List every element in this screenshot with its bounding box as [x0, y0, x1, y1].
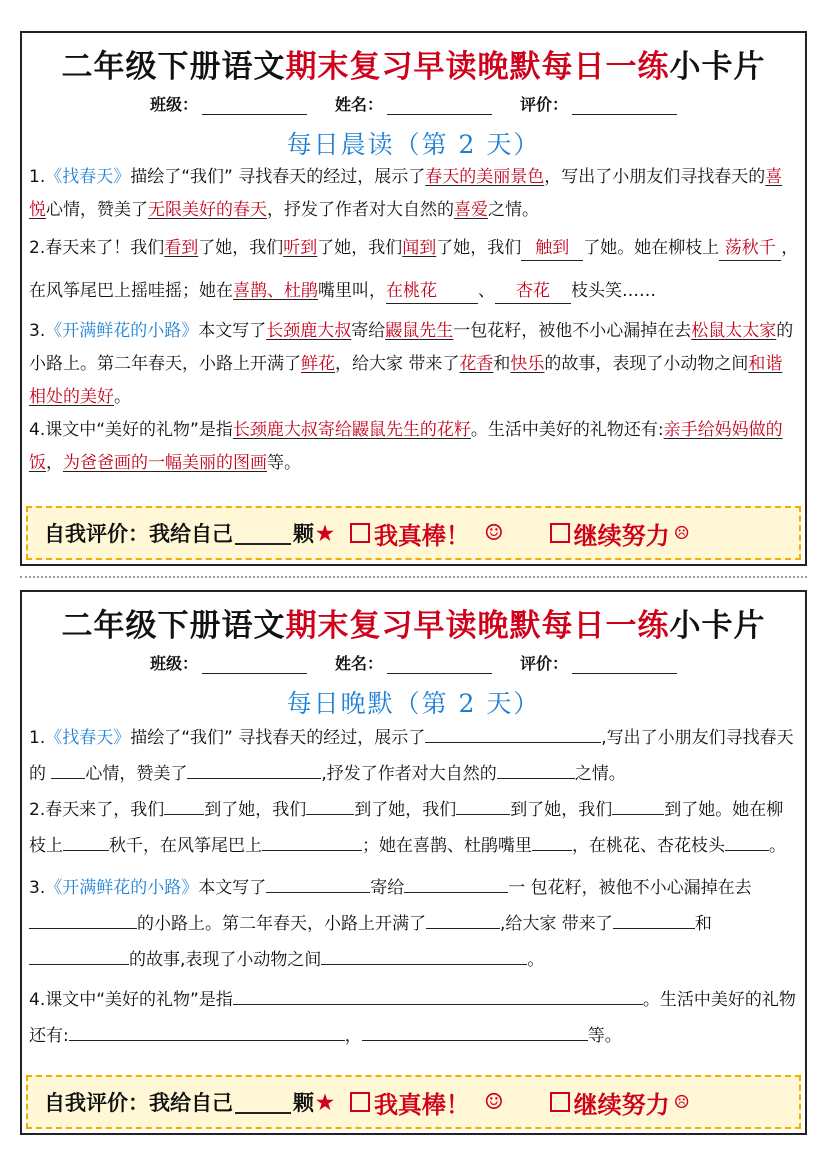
fill-blank[interactable]: [262, 830, 362, 851]
answer: 触到: [521, 236, 583, 261]
class-field: 班级：: [150, 651, 307, 674]
score-field: 评价：: [520, 651, 677, 674]
fill-blank[interactable]: [362, 1020, 588, 1041]
answer: 花香: [459, 354, 494, 374]
fill-blank[interactable]: [725, 830, 769, 851]
score-field: 评价：: [520, 92, 677, 115]
keep-trying-checkbox[interactable]: [550, 523, 570, 543]
fill-blank[interactable]: [612, 794, 664, 815]
question-4: 4.课文中“美好的礼物”是指 。生活中美好的礼物还有: ， 等。: [29, 982, 799, 1054]
question-3: 3.《开满鲜花的小路》本文写了长颈鹿大叔寄给鼹鼠先生一包花籽，被他不小心漏掉在去松鼠太太家的小路上。第二年春天，小路上开满了鲜花，给大家 带来了花香和快乐的故事，表现了小动物之间和谐相处的美好。: [29, 321, 794, 407]
self-eval-unit: 颗: [293, 521, 314, 546]
star-count-blank[interactable]: [235, 1090, 291, 1114]
sad-icon: ☹: [673, 522, 690, 544]
fill-blank[interactable]: [233, 984, 643, 1005]
self-evaluation-bar: [26, 1075, 801, 1129]
title-part: 二年级下册语文: [61, 608, 286, 644]
fill-blank[interactable]: [456, 794, 510, 815]
keep-trying-checkbox[interactable]: [550, 1092, 570, 1112]
answer: 亲手给妈妈做的饭: [29, 420, 783, 473]
title-part: 二年级下册语文: [61, 49, 286, 85]
question-1: 1.《找春天》描绘了“我们” 寻找春天的经过，展示了春天的美丽景色，写出了小朋友们寻找春天的喜悦心情，赞美了无限美好的春天，抒发了作者对大自然的喜爱之情。: [29, 167, 783, 220]
card-title: [22, 41, 805, 86]
class-field: 班级：: [150, 92, 307, 115]
question-2: 2.春天来了，我们 到了她，我们 到了她，我们 到了她，我们 到了她。她在柳枝上 秋千，在风筝尾巴上 ；她在喜鹊、杜鹃嘴里 ，在桃花、杏花枝头 。: [29, 792, 799, 864]
answer: 杏花: [495, 279, 571, 304]
answer: 听到: [283, 238, 318, 258]
fill-blank[interactable]: [266, 872, 370, 893]
book-title: 《开满鲜花的小路》: [45, 321, 199, 341]
answer: 闻到: [402, 238, 437, 258]
great-label: 我真棒！: [373, 520, 470, 550]
smile-icon: ☺: [483, 520, 504, 546]
great-checkbox[interactable]: [350, 1092, 370, 1112]
answer: 喜爱: [454, 200, 488, 220]
fill-blank[interactable]: [187, 758, 321, 779]
keep-trying-label: 继续努力: [573, 520, 670, 550]
title-highlight: 期末复习早读晚默每日一练: [285, 608, 670, 644]
star-icon: ★: [316, 521, 334, 545]
answer: 为爸爸画的一幅美丽的图画: [63, 453, 267, 473]
student-info-row: [22, 651, 805, 674]
fill-blank[interactable]: [532, 830, 572, 851]
title-part: 小卡片: [669, 49, 766, 85]
score-blank[interactable]: [572, 657, 677, 674]
smile-icon: ☺: [483, 1089, 504, 1115]
answer: 无限美好的春天: [148, 200, 267, 220]
morning-reading-card: [20, 31, 807, 566]
answer: 鼹鼠先生: [385, 321, 454, 341]
card-subtitle: 每日晨读（第 2 天）: [286, 130, 541, 159]
book-title: 《找春天》: [45, 728, 131, 748]
question-1: 1.《找春天》描绘了“我们” 寻找春天的经过，展示了 ,写出了小朋友们寻找春天的 心情，赞美了 ,抒发了作者对大自然的 之情。: [29, 720, 799, 792]
name-blank[interactable]: [387, 657, 492, 674]
answer: 和谐相处的美好: [29, 354, 783, 407]
fill-blank[interactable]: [29, 908, 137, 929]
keep-trying-label: 继续努力: [573, 1089, 670, 1119]
fill-blank[interactable]: [69, 1020, 345, 1041]
fill-blank[interactable]: [613, 908, 695, 929]
card-title: [22, 600, 805, 645]
fill-blank[interactable]: [425, 722, 601, 743]
cut-line: [20, 576, 807, 578]
title-highlight: 期末复习早读晚默每日一练: [285, 49, 670, 85]
answer: 荡秋千: [719, 236, 781, 261]
answer: 长颈鹿大叔: [266, 321, 352, 341]
great-checkbox[interactable]: [350, 523, 370, 543]
class-blank[interactable]: [202, 657, 307, 674]
self-eval-label: 自我评价：我给自己: [44, 1090, 233, 1115]
answer: 看到: [164, 238, 199, 258]
answer: 喜悦: [29, 167, 783, 220]
name-field: 姓名：: [335, 651, 492, 674]
answer: 松鼠太太家: [691, 321, 777, 341]
question-2: 2.春天来了！我们看到了她，我们听到了她，我们闻到了她，我们 触到 了她。她在柳枝上 荡秋千 ，在风筝尾巴上摇哇摇；她在喜鹊、杜鹃嘴里叫，在桃花 、 杏花 枝头笑……: [29, 227, 799, 313]
question-4: 4.课文中“美好的礼物”是指长颈鹿大叔寄给鼹鼠先生的花籽。生活中美好的礼物还有:亲手给妈妈做的饭，为爸爸画的一幅美丽的图画等。: [29, 420, 783, 473]
book-title: 《找春天》: [45, 167, 131, 187]
sad-icon: ☹: [673, 1091, 690, 1113]
fill-blank[interactable]: [321, 944, 527, 965]
class-blank[interactable]: [202, 98, 307, 115]
self-evaluation-bar: [26, 506, 801, 560]
self-eval-label: 自我评价：我给自己: [44, 521, 233, 546]
card-subtitle: 每日晚默（第 2 天）: [286, 689, 541, 718]
title-part: 小卡片: [669, 608, 766, 644]
answer: 在桃花: [386, 279, 478, 304]
fill-blank[interactable]: [51, 758, 85, 779]
fill-blank[interactable]: [164, 794, 204, 815]
fill-blank[interactable]: [63, 830, 109, 851]
score-blank[interactable]: [572, 98, 677, 115]
fill-blank[interactable]: [426, 908, 500, 929]
reading-content: [22, 161, 805, 480]
self-eval-unit: 颗: [293, 1090, 314, 1115]
answer: 快乐: [510, 354, 545, 374]
star-icon: ★: [316, 1090, 334, 1114]
name-blank[interactable]: [387, 98, 492, 115]
fill-blank[interactable]: [497, 758, 575, 779]
fill-blank[interactable]: [29, 944, 129, 965]
answer: 长颈鹿大叔寄给鼹鼠先生的花籽: [232, 420, 471, 440]
answer: 喜鹊、杜鹃: [233, 281, 318, 301]
dictation-content: [22, 720, 805, 1054]
name-field: 姓名：: [335, 92, 492, 115]
star-count-blank[interactable]: [235, 521, 291, 545]
evening-dictation-card: [20, 590, 807, 1135]
student-info-row: [22, 92, 805, 115]
fill-blank[interactable]: [404, 872, 508, 893]
answer: 春天的美丽景色: [425, 167, 545, 187]
great-label: 我真棒！: [373, 1089, 470, 1119]
question-3: 3.《开满鲜花的小路》本文写了 寄给 一 包花籽，被他不小心漏掉在去的小路上。第二年春天，小路上开满了 ,给大家 带来了 和的故事,表现了小动物之间 。: [29, 870, 799, 978]
answer: 鲜花: [301, 354, 335, 374]
fill-blank[interactable]: [306, 794, 354, 815]
book-title: 《开满鲜花的小路》: [45, 878, 199, 898]
